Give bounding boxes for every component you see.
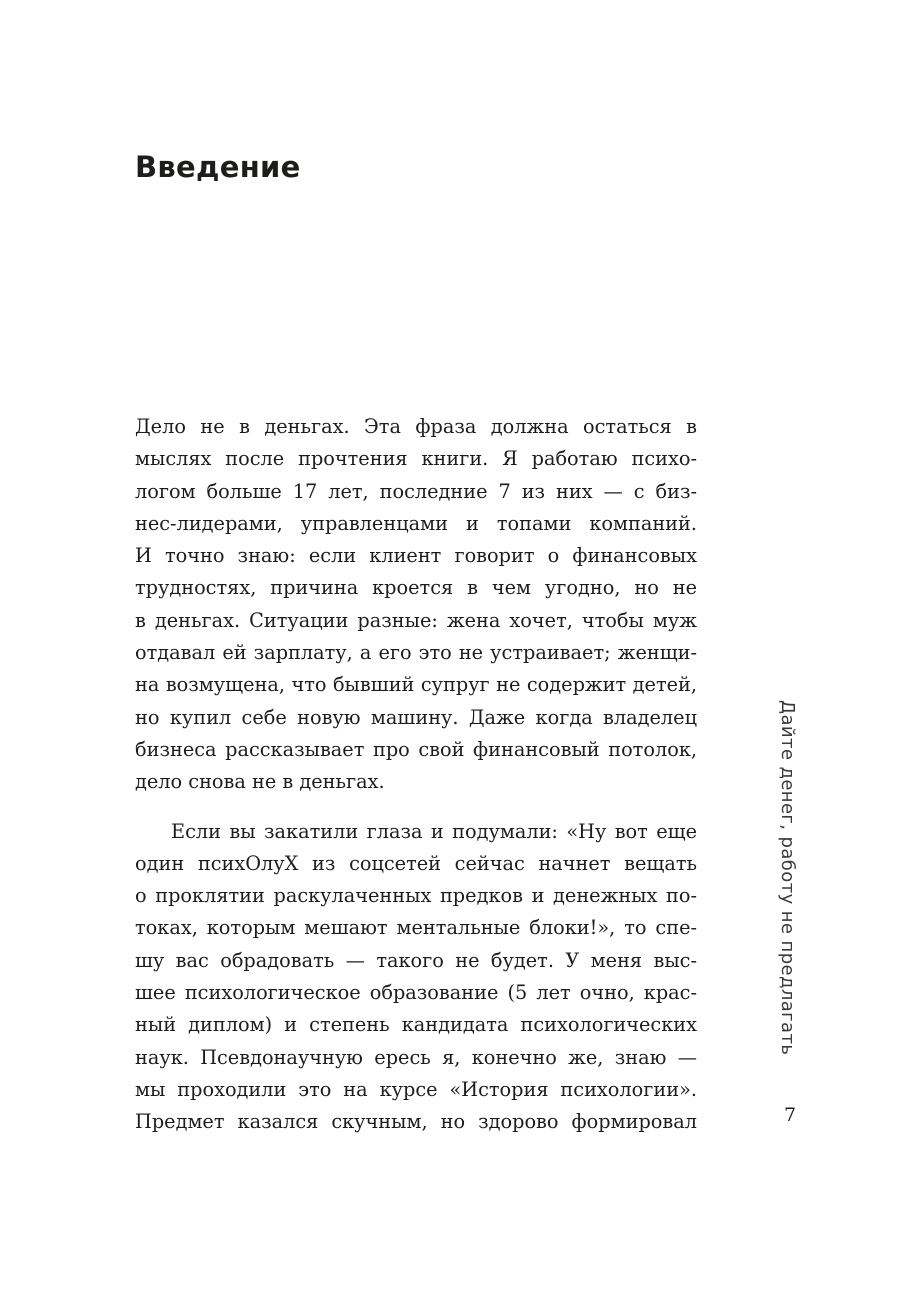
text-line: Дело не в деньгах. Эта фраза должна остаться в — [135, 415, 697, 438]
text-line: ный диплом) и степень кандидата психологических — [135, 1013, 697, 1037]
text-line: отдавал ей зарплату, а его это не устраивает; женщи- — [135, 641, 697, 665]
text-line: Предмет казался скучным, но здорово формировал — [135, 1110, 697, 1134]
text-line: шее психологическое образование (5 лет очно, крас- — [135, 981, 697, 1005]
chapter-title: Введение — [135, 150, 301, 184]
text-line: но купил себе новую машину. Даже когда владелец — [135, 705, 697, 729]
text-line: нес-лидерами, управленцами и топами компаний. — [135, 511, 697, 535]
paragraph-2 — [135, 816, 697, 1139]
text-line: мыслях после прочтения книги. Я работаю психо- — [135, 447, 697, 471]
text-line: в деньгах. Ситуации разные: жена хочет, чтобы муж — [135, 608, 697, 632]
paragraph-gap — [135, 799, 697, 816]
text-line: трудностях, причина кроется в чем угодно, но не — [135, 576, 697, 600]
text-line: дело снова не в деньгах. — [135, 770, 385, 794]
text-line: логом больше 17 лет, последние 7 из них — с биз- — [135, 479, 697, 503]
text-line: наук. Псевдонаучную ересь я, конечно же, знаю — — [135, 1045, 697, 1069]
text-line: мы проходили это на курсе «История психологии». — [135, 1077, 697, 1101]
text-line: на возмущена, что бывший супруг не содержит детей, — [135, 673, 697, 697]
page-number: 7 — [783, 1104, 797, 1126]
body-text — [135, 411, 697, 1139]
text-line: о проклятии раскулаченных предков и денежных по- — [135, 884, 697, 908]
text-line: шу вас обрадовать — такого не будет. У меня выс- — [135, 948, 697, 972]
text-line: токах, которым мешают ментальные блоки!», то спе- — [135, 916, 697, 940]
text-line: И точно знаю: если клиент говорит о финансовых — [135, 544, 697, 568]
text-line: один психОлуХ из соцсетей сейчас начнет вещать — [135, 851, 697, 875]
text-line: бизнеса рассказывает про свой финансовый потолок, — [135, 737, 697, 761]
text-line: Если вы закатили глаза и подумали: «Ну вот еще — [171, 819, 697, 843]
paragraph-1 — [135, 411, 697, 799]
running-head: Дайте денег, работу не предлагать — [777, 700, 798, 1056]
